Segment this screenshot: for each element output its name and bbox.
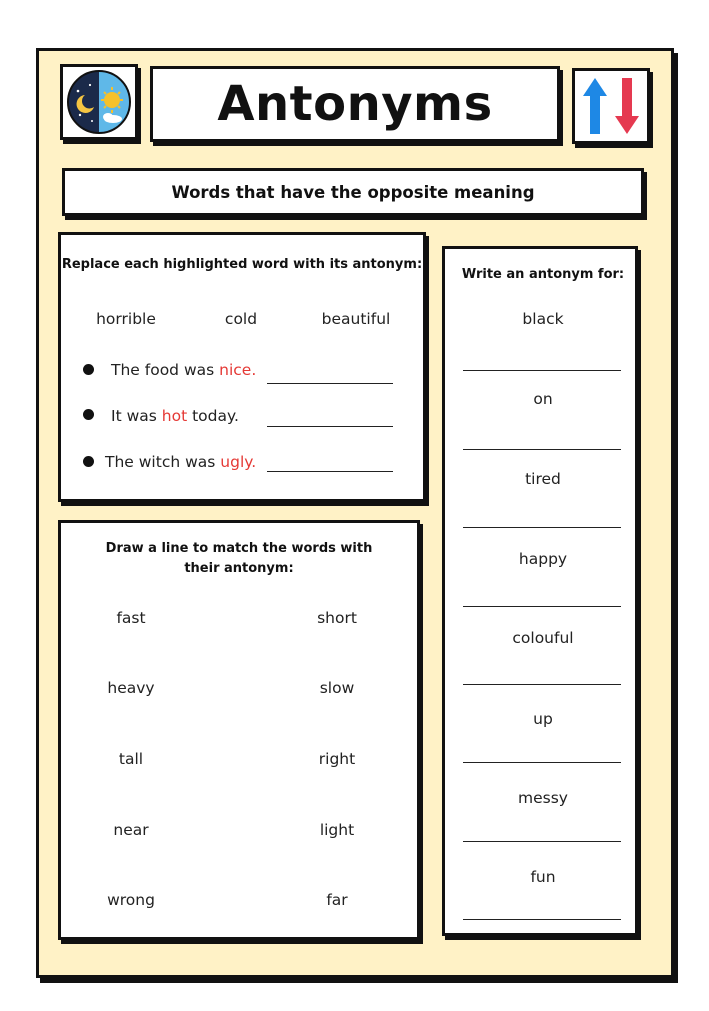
highlighted-word: hot	[161, 407, 188, 425]
answer-line[interactable]	[463, 606, 621, 607]
match-right-word[interactable]: short	[317, 609, 357, 627]
write-prompt-word: up	[533, 710, 553, 728]
replace-section	[58, 232, 426, 502]
subtitle-box	[62, 168, 644, 216]
match-left-word[interactable]: wrong	[107, 891, 155, 909]
replace-heading: Replace each highlighted word with its antonym:	[61, 257, 423, 272]
answer-line[interactable]	[463, 684, 621, 685]
match-left-word[interactable]: tall	[118, 750, 144, 768]
arrows-icon-box	[572, 68, 650, 144]
subtitle: Words that have the opposite meaning	[171, 182, 535, 202]
bullet-icon	[83, 409, 94, 420]
day-night-icon-box	[60, 64, 138, 140]
sentence-3: The witch was ugly.	[105, 453, 257, 471]
word-bank-item: cold	[224, 310, 258, 328]
write-prompt-word: messy	[518, 789, 568, 807]
match-right-word[interactable]: slow	[319, 679, 355, 697]
bullet-icon	[83, 364, 94, 375]
match-right-word[interactable]: far	[326, 891, 348, 909]
answer-line[interactable]	[463, 841, 621, 842]
answer-line[interactable]	[267, 426, 393, 427]
match-left-word[interactable]: fast	[116, 609, 146, 627]
match-right-word[interactable]: right	[318, 750, 356, 768]
write-prompt-word: tired	[525, 470, 561, 488]
answer-line[interactable]	[463, 449, 621, 450]
write-section	[442, 246, 638, 936]
write-heading: Write an antonym for:	[461, 267, 625, 282]
word-bank-item: beautiful	[321, 310, 391, 328]
sentence-1: The food was nice.	[111, 361, 257, 379]
page-title: Antonyms	[217, 76, 493, 132]
highlighted-word: ugly.	[220, 453, 257, 471]
write-prompt-word: happy	[518, 550, 568, 568]
match-left-word[interactable]: near	[113, 821, 149, 839]
highlighted-word: nice.	[219, 361, 257, 379]
answer-line[interactable]	[463, 527, 621, 528]
match-section	[58, 520, 420, 940]
match-heading: Draw a line to match the words with their antonym:	[105, 541, 373, 576]
match-right-word[interactable]: light	[319, 821, 355, 839]
match-left-word[interactable]: heavy	[107, 679, 155, 697]
day-night-icon	[66, 69, 132, 135]
write-prompt-word: colouful	[512, 629, 574, 647]
write-prompt-word: black	[522, 310, 564, 328]
answer-line[interactable]	[267, 471, 393, 472]
title-box	[150, 66, 560, 142]
word-bank-item: horrible	[96, 310, 156, 328]
answer-line[interactable]	[463, 370, 621, 371]
answer-line[interactable]	[463, 762, 621, 763]
write-prompt-word: fun	[530, 868, 556, 886]
write-prompt-word: on	[533, 390, 553, 408]
sentence-2: It was hot today.	[111, 407, 239, 425]
up-down-arrows-icon	[581, 74, 641, 138]
answer-line[interactable]	[463, 919, 621, 920]
bullet-icon	[83, 456, 94, 467]
answer-line[interactable]	[267, 383, 393, 384]
